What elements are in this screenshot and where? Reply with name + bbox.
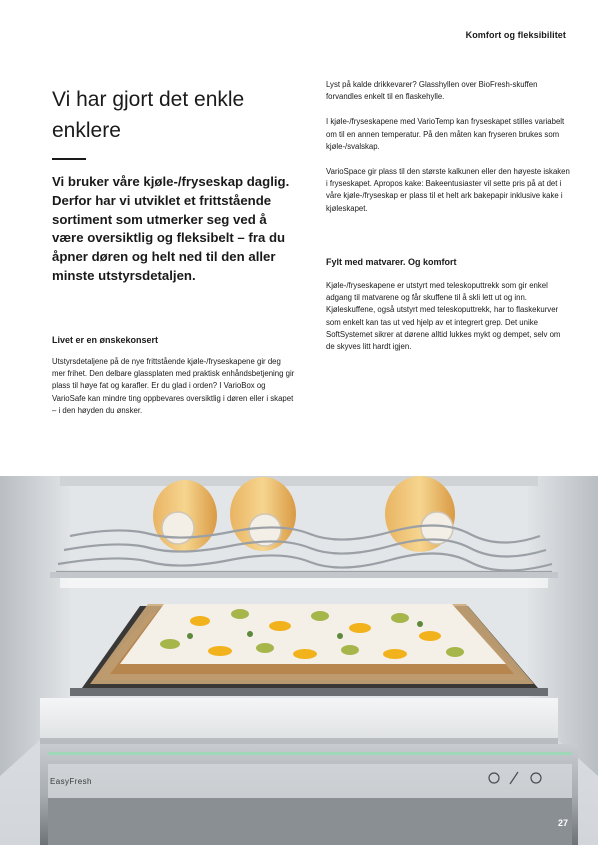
drawer-label: EasyFresh <box>50 777 92 786</box>
heading-divider <box>52 158 86 160</box>
right-paragraph-3: VarioSpace gir plass til den største kalkunen eller den høyeste iskaken i fryseskapet. Apropos kake: Bakeentusiaster vil sette pris på at det i våre kjøle-/fryseskap er plass til et helt ark bakepapir inklusive kake i kjøleskapet. <box>326 167 570 213</box>
heading-line-1: Vi har gjort det enkle <box>52 88 245 111</box>
left-subheading: Livet er en ønskekonsert <box>52 335 159 345</box>
right-body-paragraph: Kjøle-/fryseskapene er utstyrt med teleskoputtrekk som gir enkel adgang til matvarene og får skuffene til å skli lett ut og inn. Kjøleskuffene, også utstyrt med teleskoputtrekk, har to flaskekurver som enkelt kan tas ut ved hjelp av et integrert grep. Det unike SoftSystemet sikrer at dørene alltid lukkes mykt og dempet, selv om de skyves litt hardt igjen. <box>326 281 561 352</box>
left-body-paragraph: Utstyrsdetaljene på de nye frittstående kjøle-/fryseskapene gir deg mer frihet. Den delbare glassplaten med praktisk enhåndsbetjening gir plass til høye fat og karafler. Er du glad i orden? I VarioBox og VarioSafe kan mindre ting oppbevares oversiktlig i døren eller i skapet – i den høyden du ønsker. <box>52 357 295 415</box>
right-subheading: Fylt med matvarer. Og komfort <box>326 257 457 267</box>
left-column <box>52 84 300 286</box>
intro-paragraph: Vi bruker våre kjøle-/fryseskap daglig. Derfor har vi utviklet et frittstående sortiment som utmerker seg ved å være oversiktlig og fleksibelt – fra du åpner døren og helt ned til den aller minste utstyrsdetaljen. <box>52 174 290 283</box>
fridge-photo <box>0 476 598 845</box>
page-number: 27 <box>557 818 568 828</box>
section-label: Komfort og fleksibilitet <box>465 30 566 40</box>
page-heading <box>52 84 300 146</box>
right-paragraph-2: I kjøle-/fryseskapene med VarioTemp kan fryseskapet stilles variabelt om til en annen temperatur. På den måten kan fryseren brukes som kjøle-/svalskap. <box>326 117 565 151</box>
heading-line-2: enklere <box>52 119 121 142</box>
right-column <box>326 79 570 228</box>
right-paragraph-1: Lyst på kalde drikkevarer? Glasshyllen over BioFresh-skuffen forvandles enkelt til en flaskehylle. <box>326 80 538 102</box>
